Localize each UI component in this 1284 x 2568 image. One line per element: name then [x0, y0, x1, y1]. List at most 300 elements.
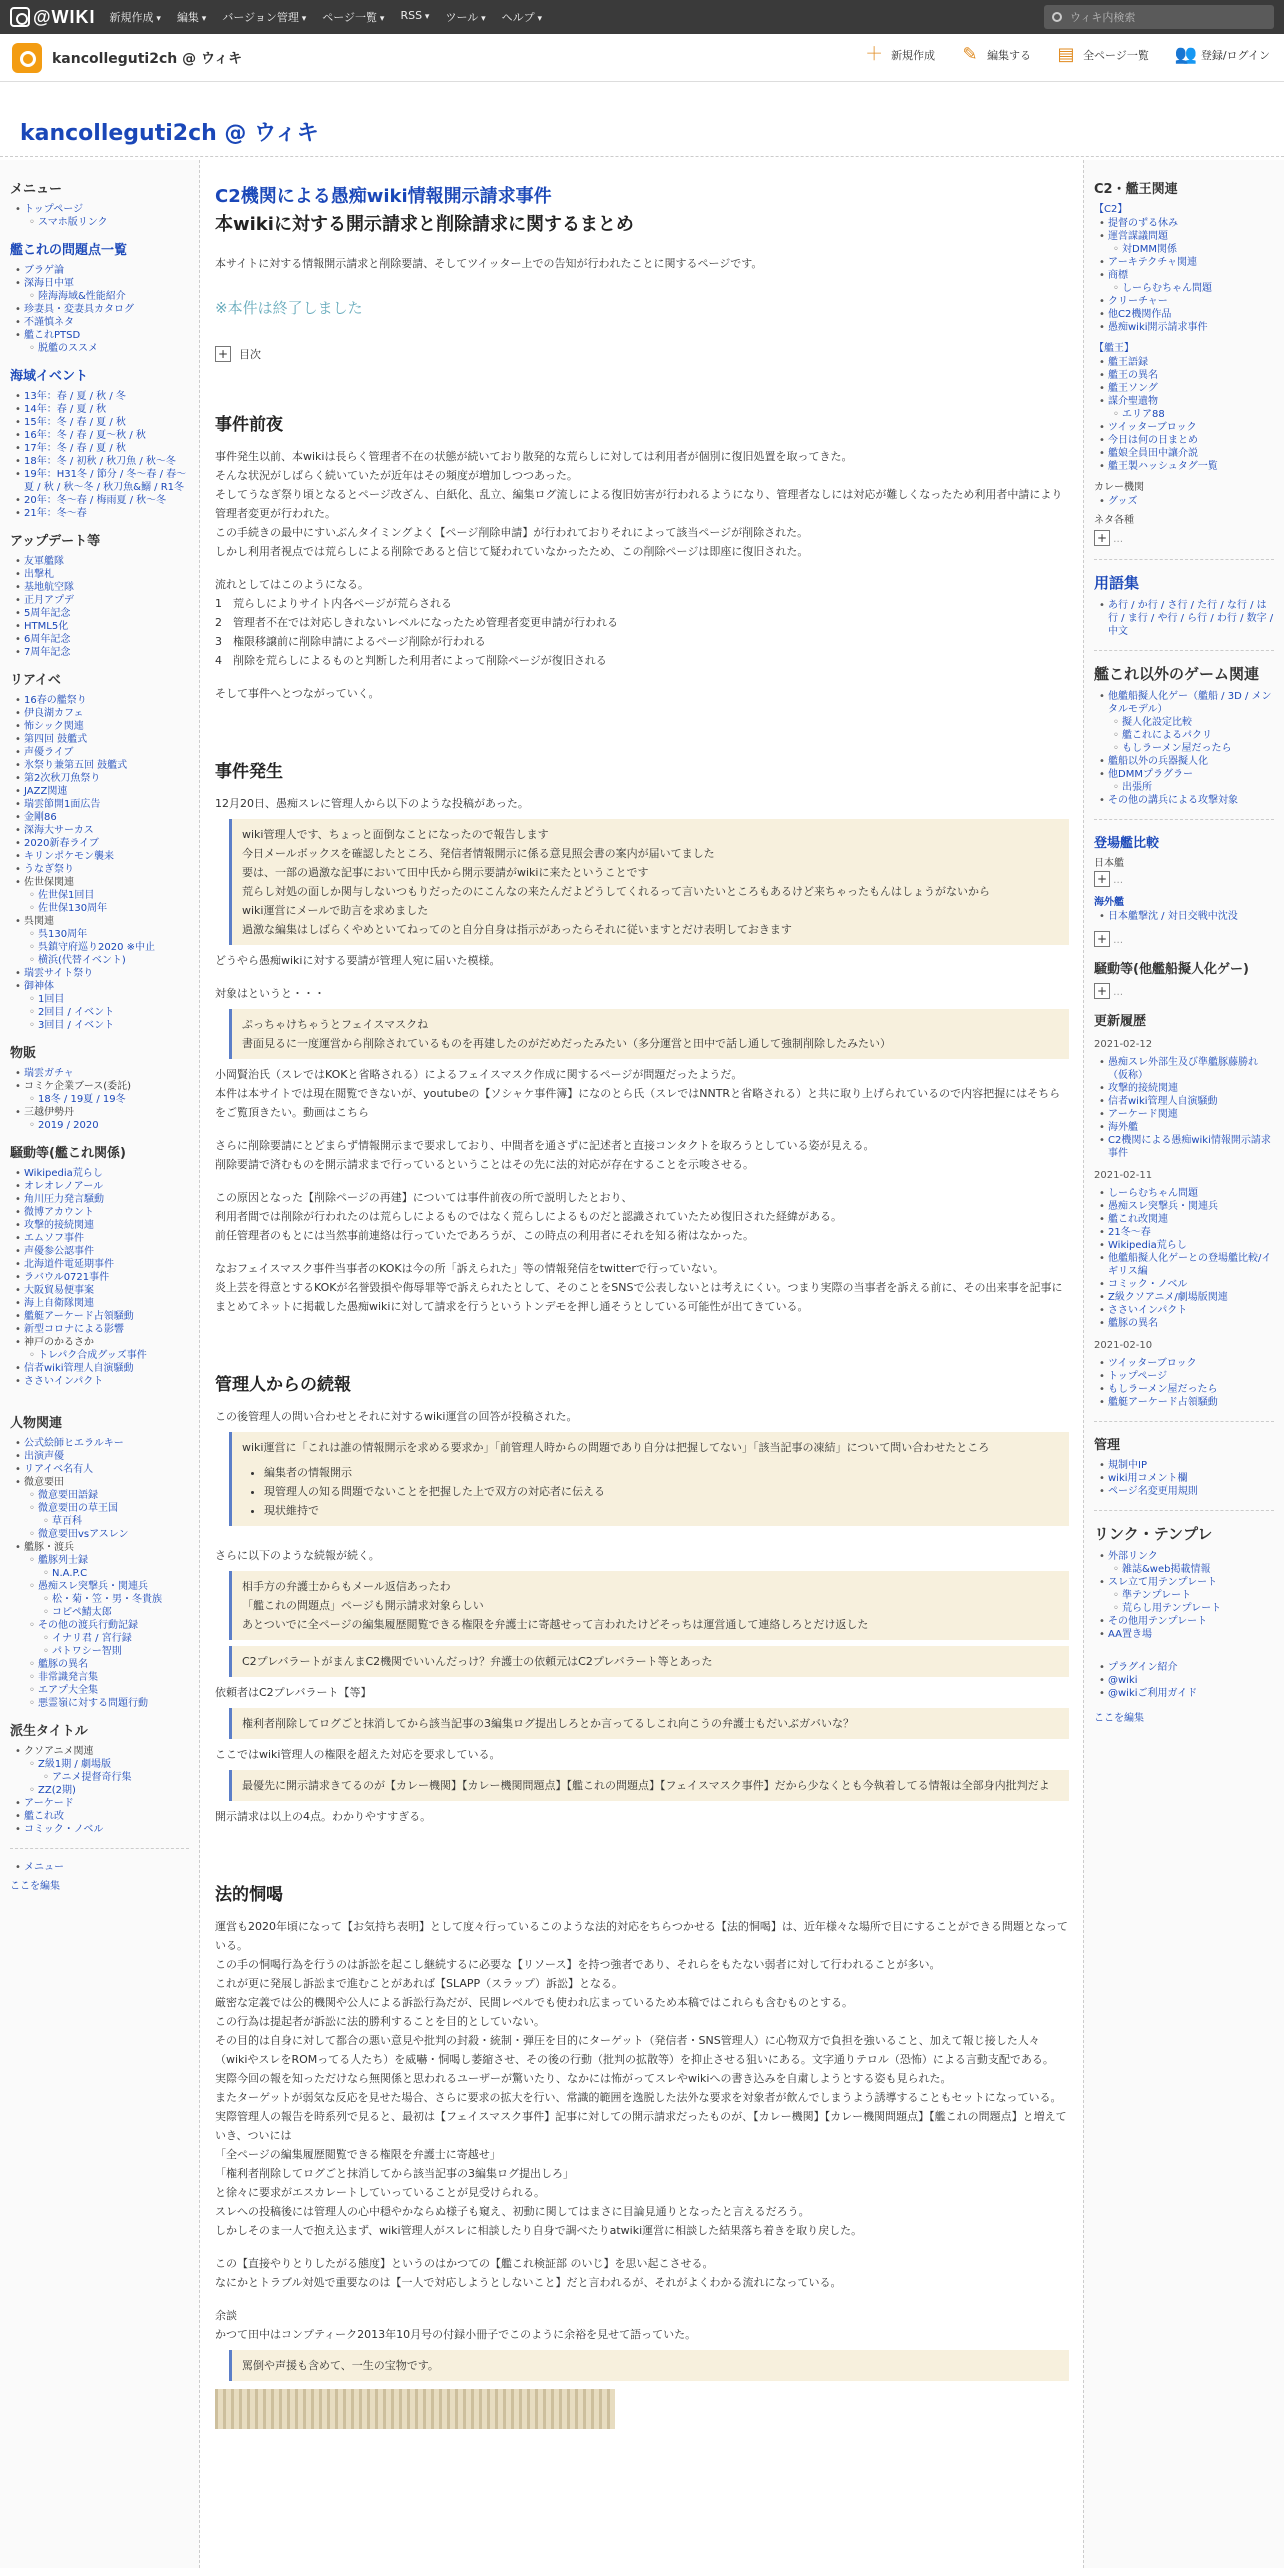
document-icon: ▤: [1057, 44, 1075, 65]
sidebar-item[interactable]: 公式絵師ヒエラルキー: [24, 1438, 124, 1449]
quote-line: 「艦これの問題点」ページも開示請求対象らしい: [242, 1599, 484, 1612]
history-item[interactable]: 21冬～春: [1108, 1227, 1151, 1238]
history-item[interactable]: 愚痴スレ突撃兵・関連兵: [1108, 1201, 1218, 1212]
history-item[interactable]: ツイッターブロック: [1108, 1358, 1197, 1369]
sidebar-item[interactable]: 謀介聖遺物: [1108, 396, 1158, 407]
paragraph: 利用者間では削除が行われたのは荒らしによるものではなく荒らしによるものだと認識されていたため復旧された経緯がある。: [215, 1210, 842, 1223]
kanou-label[interactable]: 【艦王】: [1094, 343, 1134, 354]
quote-block: [229, 1009, 1069, 1059]
sidebar-item[interactable]: リアイベ名有人: [24, 1464, 94, 1475]
sidebar-item[interactable]: 珍妻具・変妻具カタログ: [24, 304, 134, 315]
history-item[interactable]: 愚痴スレ外部生及び準艦豚藤勝れ（仮称）: [1108, 1057, 1258, 1081]
sidebar-item[interactable]: AA置き場: [1108, 1629, 1152, 1640]
sidebar-item[interactable]: アーケード: [24, 1798, 74, 1809]
sidebar-item[interactable]: 2020新春ライブ: [24, 838, 99, 849]
sidebar-item[interactable]: 不謹慎ネタ: [24, 317, 74, 328]
sidebar-item[interactable]: 15年：冬 / 春 / 夏 / 秋: [24, 417, 126, 428]
history-item[interactable]: 攻撃的接続関連: [1108, 1083, 1178, 1094]
content-subtitle: 本wikiに対する開示請求と削除請求に関するまとめ: [215, 214, 634, 235]
site-logo-icon[interactable]: [12, 43, 42, 73]
page-title[interactable]: kancolleguti2ch @ ウィキ: [20, 121, 319, 146]
sidebar-item[interactable]: トップページ: [24, 204, 84, 215]
quote-block: [229, 1770, 1069, 1801]
right-sidebar: [1083, 160, 1284, 2568]
sidebar-item[interactable]: 角川圧力発言騒動: [24, 1194, 104, 1205]
quote-line: 罵倒や声援も含めて、一生の宝物です。: [242, 2359, 439, 2372]
footer-links: [1108, 1661, 1274, 1700]
quote-block: [229, 1708, 1069, 1739]
glossary-links[interactable]: あ行 / か行 / さ行 / た行 / な行 / は行 / ま行 / や行 / ら行 / わ行 / 数字 / 中文: [1108, 600, 1274, 637]
quote-line: 荒らし対処の面しか関与しないつもりだったのにこんなの来たんだよどうしてくれるって言いたいところもあるけど来ちゃったもんはしょうがないから: [242, 885, 990, 898]
sidebar-item[interactable]: 呉鎮守府巡り2020 ※中止: [38, 942, 156, 953]
sidebar-item[interactable]: 非常識発言集: [38, 1672, 98, 1683]
menu-version[interactable]: バージョン管理 ▾: [222, 9, 306, 25]
glossary-list: [1108, 599, 1274, 638]
jp-navy-toggle[interactable]: + …: [1094, 871, 1274, 888]
sidebar-item[interactable]: 第2次秋刀魚祭り: [24, 773, 101, 784]
sidebar-item[interactable]: トレパク合成グッズ事件: [38, 1350, 147, 1361]
atwiki-logo[interactable]: [10, 7, 96, 28]
sidebar-item[interactable]: 艦豚列士録: [38, 1555, 88, 1566]
paragraph: ここではwiki管理人の権限を超えた対応を要求している。: [215, 1748, 501, 1761]
sidebar-item[interactable]: クリーチャー: [1108, 296, 1168, 307]
sidebar-item[interactable]: 艦王ソング: [1108, 383, 1158, 394]
history-date: 2021-02-12: [1094, 1039, 1153, 1050]
sidebar-item[interactable]: 声優ライブ: [24, 747, 74, 758]
paragraph: 本件は本サイトでは現在閲覧できないが、youtubeの【ソシャケ事件簿】になのとら氏（スレではNNTRと省略される）と共に取り上げられているので内容把握にはそちらをご覧頂きたい。動画はこちら: [215, 1087, 1061, 1119]
history-item[interactable]: 他艦船擬人化ゲーとの登場艦比較/イギリス編: [1108, 1253, 1272, 1277]
sidebar-item[interactable]: 14年：春 / 夏 / 秋: [24, 404, 107, 415]
sidebar-item[interactable]: 愚痴スレ突撃兵・関連兵: [38, 1581, 148, 1592]
divider: [10, 1848, 189, 1849]
sidebar-item[interactable]: 7周年記念: [24, 647, 71, 658]
sidebar-item[interactable]: 20年：冬～春 / 梅雨夏 / 秋～冬: [24, 495, 167, 506]
quote-line: 今日メールボックスを確認したところ、発信者情報開示に係る意見照会書の案内が届いてました: [242, 847, 715, 860]
quote-line: wiki管理人です、ちょっと面倒なことになったので報告します: [242, 828, 549, 841]
sidebar-item[interactable]: 商標: [1108, 270, 1128, 281]
sidebar-item[interactable]: ささいインパクト: [24, 1376, 104, 1387]
sidebar-item[interactable]: 草百科: [52, 1516, 82, 1527]
divider: [1094, 1510, 1274, 1511]
quote-line: 権利者削除してログごと抹消してから該当記事の3編集ログ提出しろとか言ってるしこれ向こうの弁護士もだいぶガバいな？: [242, 1717, 854, 1730]
new-page-button[interactable]: [865, 46, 935, 64]
sidebar-item[interactable]: 17年：冬 / 春 / 夏 / 秋: [24, 443, 126, 454]
history-item[interactable]: もしラーメン屋だったら: [1108, 1384, 1218, 1395]
finished-notice: ※本件は終了しました: [215, 299, 363, 317]
sidebar-item[interactable]: 艦娘全員田中讓介説: [1108, 448, 1198, 459]
paragraph: 実際今回の報を知っただけなら無関係と思われるユーザーが驚いたり、なかには怖がってスレやwikiへの書き込みを自粛しようとする姿も見られた。: [215, 2072, 952, 2085]
sidebar-item[interactable]: 艦王語録: [1108, 357, 1148, 368]
flow-step: 2 管理者不在では対応しきれないレベルになったため管理者変更申請が行われる: [215, 616, 618, 629]
sidebar-item[interactable]: 怖シック関連: [24, 721, 84, 732]
sidebar-item[interactable]: 日本艦撃沈 / 対日交戦中沈没: [1108, 911, 1238, 922]
sidebar-item[interactable]: 他C2機関作品: [1108, 309, 1172, 320]
sidebar-item[interactable]: 19年：H31冬 / 節分 / 冬～春 / 春～夏 / 秋 / 秋～冬 / 秋刀魚&鰯 / R1冬: [24, 469, 187, 493]
updates-heading: アップデート等: [10, 534, 101, 549]
sidebar-item[interactable]: HTML5化: [24, 621, 69, 632]
sidebar-item[interactable]: 北海道件電延期事件: [24, 1259, 114, 1270]
login-label: 登録/ログイン: [1200, 49, 1270, 62]
sidebar-item[interactable]: 1回目: [38, 994, 65, 1005]
sidebar-item[interactable]: 出演声優: [24, 1451, 64, 1462]
sidebar-item[interactable]: JAZZ関連: [24, 786, 68, 797]
sidebar-item[interactable]: 脱艦のススメ: [38, 343, 98, 354]
history-item[interactable]: アーケード関連: [1108, 1109, 1178, 1120]
paragraph: 対象はというと・・・: [215, 987, 325, 1000]
quote-line: 過激な編集はしばらくやめといてねってのと自分自身は指示があったらそれに従いますとだけ表明しておきます: [242, 923, 792, 936]
glossary-heading[interactable]: 用語集: [1094, 574, 1140, 592]
sidebar-item[interactable]: 出張所: [1122, 782, 1152, 793]
sidebar-item[interactable]: うなぎ祭り: [24, 864, 74, 875]
sidebar-item[interactable]: 氷祭り兼第五回 鼓艦式: [24, 760, 128, 771]
sidebar-item[interactable]: 2回目 / イベント: [38, 1007, 115, 1018]
edit-here-link[interactable]: ここを編集: [1094, 1713, 1144, 1724]
sidebar-item[interactable]: 微意要田語録: [38, 1490, 98, 1501]
paragraph: 流れとしてはこのようになる。: [215, 578, 369, 591]
sidebar-item[interactable]: ページ名変更用規則: [1108, 1486, 1198, 1497]
flow-step: 1 荒らしによりサイト内各ページが荒らされる: [215, 597, 453, 610]
sidebar-item[interactable]: 艦これによるパクリ: [1122, 730, 1212, 741]
intro-text: 本サイトに対する情報開示請求と削除要請、そしてツイッター上での告知が行われたことに関するページです。: [215, 257, 763, 270]
login-button[interactable]: [1175, 46, 1270, 64]
quote-line: 書面見るに一度運営から削除されているものを再建したのがだめだったみたい（多分運営と田中で話し通して強制削除したみたい）: [242, 1037, 891, 1050]
all-pages-button[interactable]: [1057, 46, 1149, 64]
sidebar-item[interactable]: ラバウル0721事件: [24, 1272, 110, 1283]
other-moe-heading: 騒動等(他艦船擬人化ゲー): [1094, 962, 1249, 977]
sidebar-item[interactable]: 荒らし用テンプレート: [1122, 1603, 1222, 1614]
sidebar-item[interactable]: 海上自衛隊関連: [24, 1298, 94, 1309]
history-item[interactable]: C2機関による愚痴wiki情報開示請求事件: [1108, 1135, 1271, 1159]
table-of-contents[interactable]: [215, 346, 1069, 362]
curry-label: カレー機関: [1094, 482, 1144, 493]
history-item[interactable]: ささいインパクト: [1108, 1305, 1188, 1316]
history-heading: 更新履歴: [1094, 1014, 1147, 1029]
sidebar-item[interactable]: 提督のずる休み: [1108, 218, 1178, 229]
sidebar-item[interactable]: 深海大サーカス: [24, 825, 94, 836]
sidebar-item[interactable]: 微博アカウント: [24, 1207, 94, 1218]
paragraph: 開示請求は以上の4点。わかりやすすぎる。: [215, 1810, 432, 1823]
quote-line: wiki運営にメールで助言を求めました: [242, 904, 429, 917]
paragraph: かつて田中はコンプティーク2013年10月号の付録小冊子でこのように余裕を見せて語っていた。: [215, 2328, 697, 2341]
quote-line: 最優先に開示請求きてるのが【カレー機関】【カレー機関問題点】【艦これの問題点】【フェイスマスク事件】だから少なくとも今執着してる情報は全部身内批判だよ: [242, 1779, 1050, 1792]
quote-line: あとついでに全ページの編集履歴閲覧できる権限を弁護士に寄越せって言われたけどそっちは運営通して連絡しろとだけ返した: [242, 1618, 869, 1631]
history-item[interactable]: Wikipedia荒らし: [1108, 1240, 1187, 1251]
c2-label[interactable]: 【C2】: [1094, 204, 1128, 215]
sidebar-item[interactable]: 正月アプデ: [24, 595, 74, 606]
sidebar-item: クソアニメ関連: [24, 1746, 94, 1757]
sidebar-item[interactable]: 16年：冬 / 春 / 夏～秋 / 秋: [24, 430, 146, 441]
curry-list: [1108, 495, 1274, 508]
sidebar-item[interactable]: その他の渡兵行動記録: [38, 1620, 138, 1631]
othergame-heading: 艦これ以外のゲーム関連: [1094, 665, 1260, 683]
toc-label: 目次: [239, 348, 261, 361]
quote-block: [229, 1432, 1069, 1526]
pencil-icon: ✎: [962, 44, 978, 65]
sidebar-item[interactable]: 艦船以外の兵器擬人化: [1108, 756, 1208, 767]
history-date: 2021-02-10: [1094, 1340, 1153, 1351]
menu-tools[interactable]: ツール ▾: [445, 9, 485, 25]
troubles-list: [24, 1167, 189, 1388]
sidebar-item[interactable]: 艦王製ハッシュタグ一覧: [1108, 461, 1218, 472]
sidebar-item[interactable]: コミック・ノベル: [24, 1824, 104, 1835]
sidebar-item[interactable]: 佐世保130周年: [38, 903, 108, 914]
menu-pages[interactable]: ページ一覧 ▾: [322, 9, 384, 25]
sidebar-item[interactable]: 友軍艦隊: [24, 556, 64, 567]
sidebar-item[interactable]: ツイッターブロック: [1108, 422, 1197, 433]
sidebar-item[interactable]: 他DMMプラグラー: [1108, 769, 1193, 780]
sidebar-item[interactable]: wiki用コメント欄: [1108, 1473, 1188, 1484]
divider: [1094, 819, 1274, 820]
sidebar-item: 神戸のかるさか: [24, 1337, 94, 1348]
menu-help[interactable]: ヘルプ ▾: [502, 9, 542, 25]
sidebar-item[interactable]: @wiki: [1108, 1675, 1138, 1686]
expand-icon[interactable]: +: [1094, 530, 1110, 546]
sidebar-item[interactable]: @wikiご利用ガイド: [1108, 1688, 1198, 1699]
sidebar-item[interactable]: コピペ鯖太郎: [52, 1607, 112, 1618]
sidebar-item[interactable]: 16春の艦祭り: [24, 695, 87, 706]
history-item[interactable]: Z級クソアニメ/劇場版関連: [1108, 1292, 1228, 1303]
sidebar-item[interactable]: 佐世保1回目: [38, 890, 95, 901]
main-content: [201, 160, 1083, 2568]
sidebar-item[interactable]: 艦王の異名: [1108, 370, 1158, 381]
divider: [1094, 1421, 1274, 1422]
sidebar-item[interactable]: 信者wiki管理人自演騒動: [24, 1363, 134, 1374]
paragraph: さらに削除要請にとどまらず情報開示まで要求しており、中間者を通さずに記述者と直接コンタクトを取ろうとしている姿が見える。: [215, 1139, 875, 1152]
sidebar-item: 艦豚・渡兵: [24, 1542, 74, 1553]
sidebar-item[interactable]: プラグイン紹介: [1108, 1662, 1178, 1673]
sidebar-item[interactable]: その他の講兵による攻撃対象: [1108, 795, 1238, 806]
neta-label: ネタ各種: [1094, 515, 1134, 526]
sidebar-item[interactable]: 13年：春 / 夏 / 秋 / 冬: [24, 391, 126, 402]
quote-line: 相手方の弁護士からもメール返信あったわ: [242, 1580, 451, 1593]
paragraph: しかし利用者視点では荒らしによる削除であると信じて疑われていなかったため、この削除ページは即座に復旧された。: [215, 545, 809, 558]
sidebar-item[interactable]: 艦艇アーケード占領騒動: [24, 1311, 134, 1322]
sidebar-item[interactable]: ZZ(2期): [38, 1785, 76, 1796]
sidebar-item: 呉関連: [24, 916, 54, 927]
paragraph: 運営も2020年頃になって【お気持ち表明】として度々行っているこのような法的対応をちらつかせる【法的恫喝】は、近年様々な場所で目にすることができる問題となっている。: [215, 1920, 1068, 1952]
history-item[interactable]: コミック・ノベル: [1108, 1279, 1188, 1290]
sidebar-item[interactable]: 21年：冬～春: [24, 508, 87, 519]
sidebar-item[interactable]: 今日は何の日まとめ: [1108, 435, 1198, 446]
sidebar-item[interactable]: 雑誌&web掲載情報: [1122, 1564, 1211, 1575]
sidebar-item[interactable]: 2019 / 2020: [38, 1120, 99, 1131]
c2-heading: C2・艦王関連: [1094, 182, 1178, 197]
sidebar-item[interactable]: 瑞雲節開1面広告: [24, 799, 101, 810]
users-icon: 👥: [1174, 44, 1198, 65]
sidebar-item[interactable]: 規制中IP: [1108, 1460, 1147, 1471]
menu-edit[interactable]: 編集 ▾: [177, 9, 206, 25]
problems-heading[interactable]: 艦これの問題点一覧: [10, 243, 128, 258]
troubles-heading: 騒動等(艦これ関係): [10, 1146, 126, 1161]
other-moe-toggle[interactable]: + …: [1094, 983, 1274, 1000]
sidebar-item[interactable]: Wikipedia荒らし: [24, 1168, 103, 1179]
sidebar-item[interactable]: 微意要田の草王国: [38, 1503, 118, 1514]
sidebar-item[interactable]: 横浜(代替イベント): [38, 955, 126, 966]
paragraph: 前任管理者のもとには当然事前連絡は行っていたであろうが、この時点の利用者にそれを知る術はなかった。: [215, 1229, 754, 1242]
sidebar-item[interactable]: 外部リンク: [1108, 1551, 1158, 1562]
sidebar-item[interactable]: 艦これ改: [24, 1811, 64, 1822]
updates-list: [24, 555, 189, 659]
paragraph: この手の恫喝行為を行うのは訴訟を起こし継続するに必要な【リソース】を持つ強者であり、それらをもたない弱者に対して行われることが多い。: [215, 1958, 941, 1971]
paragraph: そんな状況がしばらく続いていたが近年はその頻度が増加しつつあった。: [215, 469, 578, 482]
problems-list: [24, 264, 189, 355]
sidebar-item[interactable]: 金剛86: [24, 812, 57, 823]
sidebar-item[interactable]: ブラゲ論: [24, 265, 64, 276]
sidebar-item[interactable]: エアプ大全集: [38, 1685, 98, 1696]
sidebar-item[interactable]: 3回目 / イベント: [38, 1020, 115, 1031]
history-item[interactable]: 艦これ改関連: [1108, 1214, 1168, 1225]
quote-block: [229, 2350, 1069, 2381]
footer-menu-link[interactable]: メニュー: [24, 1862, 64, 1873]
real-events-heading: リアイベ: [10, 673, 61, 688]
sidebar-item[interactable]: アーキテクチャ関連: [1108, 257, 1197, 268]
sidebar-item[interactable]: しーらむちゃん問題: [1122, 283, 1212, 294]
list-item: • 現状維持で: [264, 1501, 1059, 1520]
sidebar-item[interactable]: 第四回 鼓艦式: [24, 734, 88, 745]
expand-icon[interactable]: +: [1094, 983, 1110, 999]
sidebar-item[interactable]: 松・菊・笠・男・冬貴族: [52, 1594, 162, 1605]
magazine-scan-image: [215, 2389, 615, 2429]
quote-line: C2プレバラートがまんまC2機関でいいんだっけ？弁護士の依頼元はC2プレバラート等とあった: [242, 1655, 713, 1668]
header-actions: [839, 46, 1270, 64]
quote-line: ぷっちゃけちゃうとフェイスマスクね: [242, 1018, 429, 1031]
expand-icon[interactable]: +: [215, 346, 231, 362]
quote-block: [229, 1571, 1069, 1640]
sidebar-item[interactable]: 伊良湖カフェ: [24, 708, 84, 719]
top-bar: [0, 0, 1284, 34]
menu-rss[interactable]: RSS ▾: [400, 9, 429, 25]
sidebar-item[interactable]: Z級1期 / 劇場版: [38, 1759, 111, 1770]
sidebar-item[interactable]: 5周年記念: [24, 608, 71, 619]
history-item[interactable]: 艦豚の異名: [1108, 1318, 1158, 1329]
search-input[interactable]: [1044, 5, 1274, 29]
sidebar-item[interactable]: 陸海海域&性能紹介: [38, 291, 126, 302]
content-title: C2機関による愚痴wiki情報開示請求事件: [215, 186, 552, 207]
jp-navy-label: 日本艦: [1094, 858, 1124, 869]
sidebar-item[interactable]: 深海日中軍: [24, 278, 74, 289]
edit-here-link[interactable]: ここを編集: [10, 1881, 60, 1892]
sidebar-item[interactable]: 6周年記念: [24, 634, 71, 645]
sidebar-item[interactable]: 声優参公認事件: [24, 1246, 94, 1257]
sidebar-item[interactable]: スマホ版リンク: [38, 217, 108, 228]
history-item[interactable]: 信者wiki管理人自演騒動: [1108, 1096, 1218, 1107]
paragraph: 炎上芸を得意とするKOKが名誉毀損や侮辱罪等で訴えられたとして、そのことをSNSで公表しないとは考えにくい。つまり実際の当事者を訴える前に、その出来事を記事にまとめてネットに掲載した愚痴wikiに対して請求を行うというトンデモを押し通そうとしている可能性が出てきている。: [215, 1281, 1063, 1313]
history-item[interactable]: 艦艇アーケード占領騒動: [1108, 1397, 1218, 1408]
top-menu: [110, 9, 558, 25]
sidebar-item[interactable]: イナリ君 / 宮行録: [52, 1633, 132, 1644]
sidebar-item[interactable]: その他用テンプレート: [1108, 1616, 1208, 1627]
quote-block: [229, 819, 1069, 945]
at-mark-icon: [10, 7, 30, 27]
sidebar-item[interactable]: 瑞雲ガチャ: [24, 1068, 74, 1079]
sidebar-item[interactable]: パトワシー智則: [52, 1646, 122, 1657]
sidebar-item[interactable]: 基地航空隊: [24, 582, 74, 593]
sidebar-item[interactable]: 新型コロナによる影響: [24, 1324, 124, 1335]
neta-toggle[interactable]: + …: [1094, 530, 1274, 547]
history-list: [1108, 1056, 1274, 1160]
paragraph: そしてうなぎ祭り頃となるとページ改ざん、白紙化、乱立、編集ログ流しによる復旧妨害が行われるようになり、管理者なしには対応が難しくなったため利用者中請により管理者変更が行われた。: [215, 488, 1063, 520]
foreign-list: [1108, 910, 1274, 923]
sidebar-item[interactable]: 出撃札: [24, 569, 54, 580]
sidebar-item[interactable]: 対DMM関係: [1122, 244, 1177, 255]
sidebar-item[interactable]: 艦これPTSD: [24, 330, 81, 341]
footer-menu-list: [24, 1861, 189, 1874]
sidebar-item[interactable]: 運営謀議問題: [1108, 231, 1168, 242]
sidebar-item[interactable]: 攻撃的接続関連: [24, 1220, 94, 1231]
menu-new[interactable]: 新規作成 ▾: [110, 9, 161, 25]
divider: [1094, 559, 1274, 560]
sidebar-item[interactable]: 悪霊嶺に対する問題行動: [38, 1698, 148, 1709]
sidebar-item[interactable]: もしラーメン屋だったら: [1122, 743, 1232, 754]
paragraph: 削除要請で済むものを開示請求まで行っているということはその先に法的対応が存在することを示唆させる。: [215, 1158, 754, 1171]
foreign-toggle[interactable]: + …: [1094, 931, 1274, 948]
sidebar-item[interactable]: 呉130周年: [38, 929, 88, 940]
sidebar-item[interactable]: エリア88: [1122, 409, 1165, 420]
paragraph: どうやら愚痴wikiに対する要請が管理人宛に届いた模様。: [215, 954, 501, 967]
sidebar-item[interactable]: 大阪貿易便事案: [24, 1285, 94, 1296]
sidebar-item[interactable]: N.A.P.C: [52, 1568, 88, 1579]
sidebar-item[interactable]: オレオレノアール: [24, 1181, 104, 1192]
history-item[interactable]: 海外艦: [1108, 1122, 1138, 1133]
sidebar-item[interactable]: 準テンプレート: [1122, 1590, 1192, 1601]
left-sidebar: [0, 160, 200, 2568]
comparison-heading[interactable]: 登場艦比較: [1094, 836, 1160, 851]
site-name[interactable]: kancolleguti2ch @ ウィキ: [52, 50, 243, 67]
sidebar-item[interactable]: 他艦船擬人化ゲー（艦船 / 3D / メンタルモデル）: [1108, 691, 1272, 715]
paragraph: 事件発生以前、本wikiは長らく管理者不在の状態が続いており散発的な荒らしに対しては利用者が個別に復旧処置を取ってきた。: [215, 450, 853, 463]
atwiki-logo-text: @WIKI: [33, 6, 96, 27]
events-heading[interactable]: 海域イベント: [10, 369, 89, 384]
sidebar-item[interactable]: グッズ: [1108, 496, 1138, 507]
sidebar-item[interactable]: 御神体: [24, 981, 54, 992]
foreign-navy-label[interactable]: 海外艦: [1094, 897, 1124, 908]
menu-heading: メニュー: [10, 182, 63, 197]
sidebar-item[interactable]: 愚痴wiki開示請求事件: [1108, 322, 1208, 333]
edit-button[interactable]: [961, 46, 1031, 64]
history-list: [1108, 1187, 1274, 1330]
section-heading: 管理人からの続報: [215, 1375, 351, 1395]
paragraph: 余談: [215, 2309, 237, 2322]
events-list: [24, 390, 189, 520]
sidebar-item[interactable]: キリンポケモン襲来: [24, 851, 114, 862]
sidebar-item[interactable]: 瑞雲サイト祭り: [24, 968, 94, 979]
sidebar-item[interactable]: エムソフ事件: [24, 1233, 84, 1244]
history-list: [1108, 1357, 1274, 1409]
sidebar-item[interactable]: 18年：冬 / 初秋 / 秋刀魚 / 秋～冬: [24, 456, 176, 467]
paragraph: この原因となった【削除ページの再建】については事件前夜の所で説明したとおり、: [215, 1191, 633, 1204]
paragraph: 「全ページの編集履歴閲覧できる権限を弁護士に寄越せ」: [215, 2148, 501, 2161]
sidebar-item[interactable]: 艦豚の異名: [38, 1659, 88, 1670]
expand-icon[interactable]: +: [1094, 871, 1110, 887]
sidebar-item[interactable]: アニメ提督奇行集: [52, 1772, 132, 1783]
sidebar-item[interactable]: 18冬 / 19夏 / 19冬: [38, 1094, 126, 1105]
paragraph: 依頼者はC2プレバラート【等】: [215, 1686, 372, 1699]
paragraph: そして事件へとつながっていく。: [215, 687, 380, 700]
history-item[interactable]: トップページ: [1108, 1371, 1168, 1382]
history-date: 2021-02-11: [1094, 1170, 1153, 1181]
sidebar-item[interactable]: 擬人化設定比較: [1122, 717, 1192, 728]
paragraph: この行為は提起者が訴訟に法的勝利することを目的としていない。: [215, 2015, 545, 2028]
search-icon: [1052, 12, 1062, 22]
history-item[interactable]: しーらむちゃん問題: [1108, 1188, 1198, 1199]
paragraph: その目的は自身に対して都合の悪い意見や批判の封殺・統制・弾圧を目的にターゲット（発信者・SNS管理人）に心物双方で負担を強いること、加えて報じ接した人々（wikiやスレをROMってる人たち）を威嚇・恫喝し萎縮させ、その後の行動（批判の拡散等）を抑止させる狙いにある。文字通りテロル（恐怖）による言動支配である。: [215, 2034, 1054, 2066]
sidebar-item[interactable]: スレ立て用テンプレート: [1108, 1577, 1218, 1588]
section-heading: 法的恫喝: [215, 1885, 283, 1905]
sidebar-item: コミケ企業ブース(委託): [24, 1081, 132, 1092]
goods-list: [24, 1067, 189, 1132]
sidebar-item[interactable]: 微意要田vsアスレン: [38, 1529, 129, 1540]
expand-icon[interactable]: +: [1094, 931, 1110, 947]
